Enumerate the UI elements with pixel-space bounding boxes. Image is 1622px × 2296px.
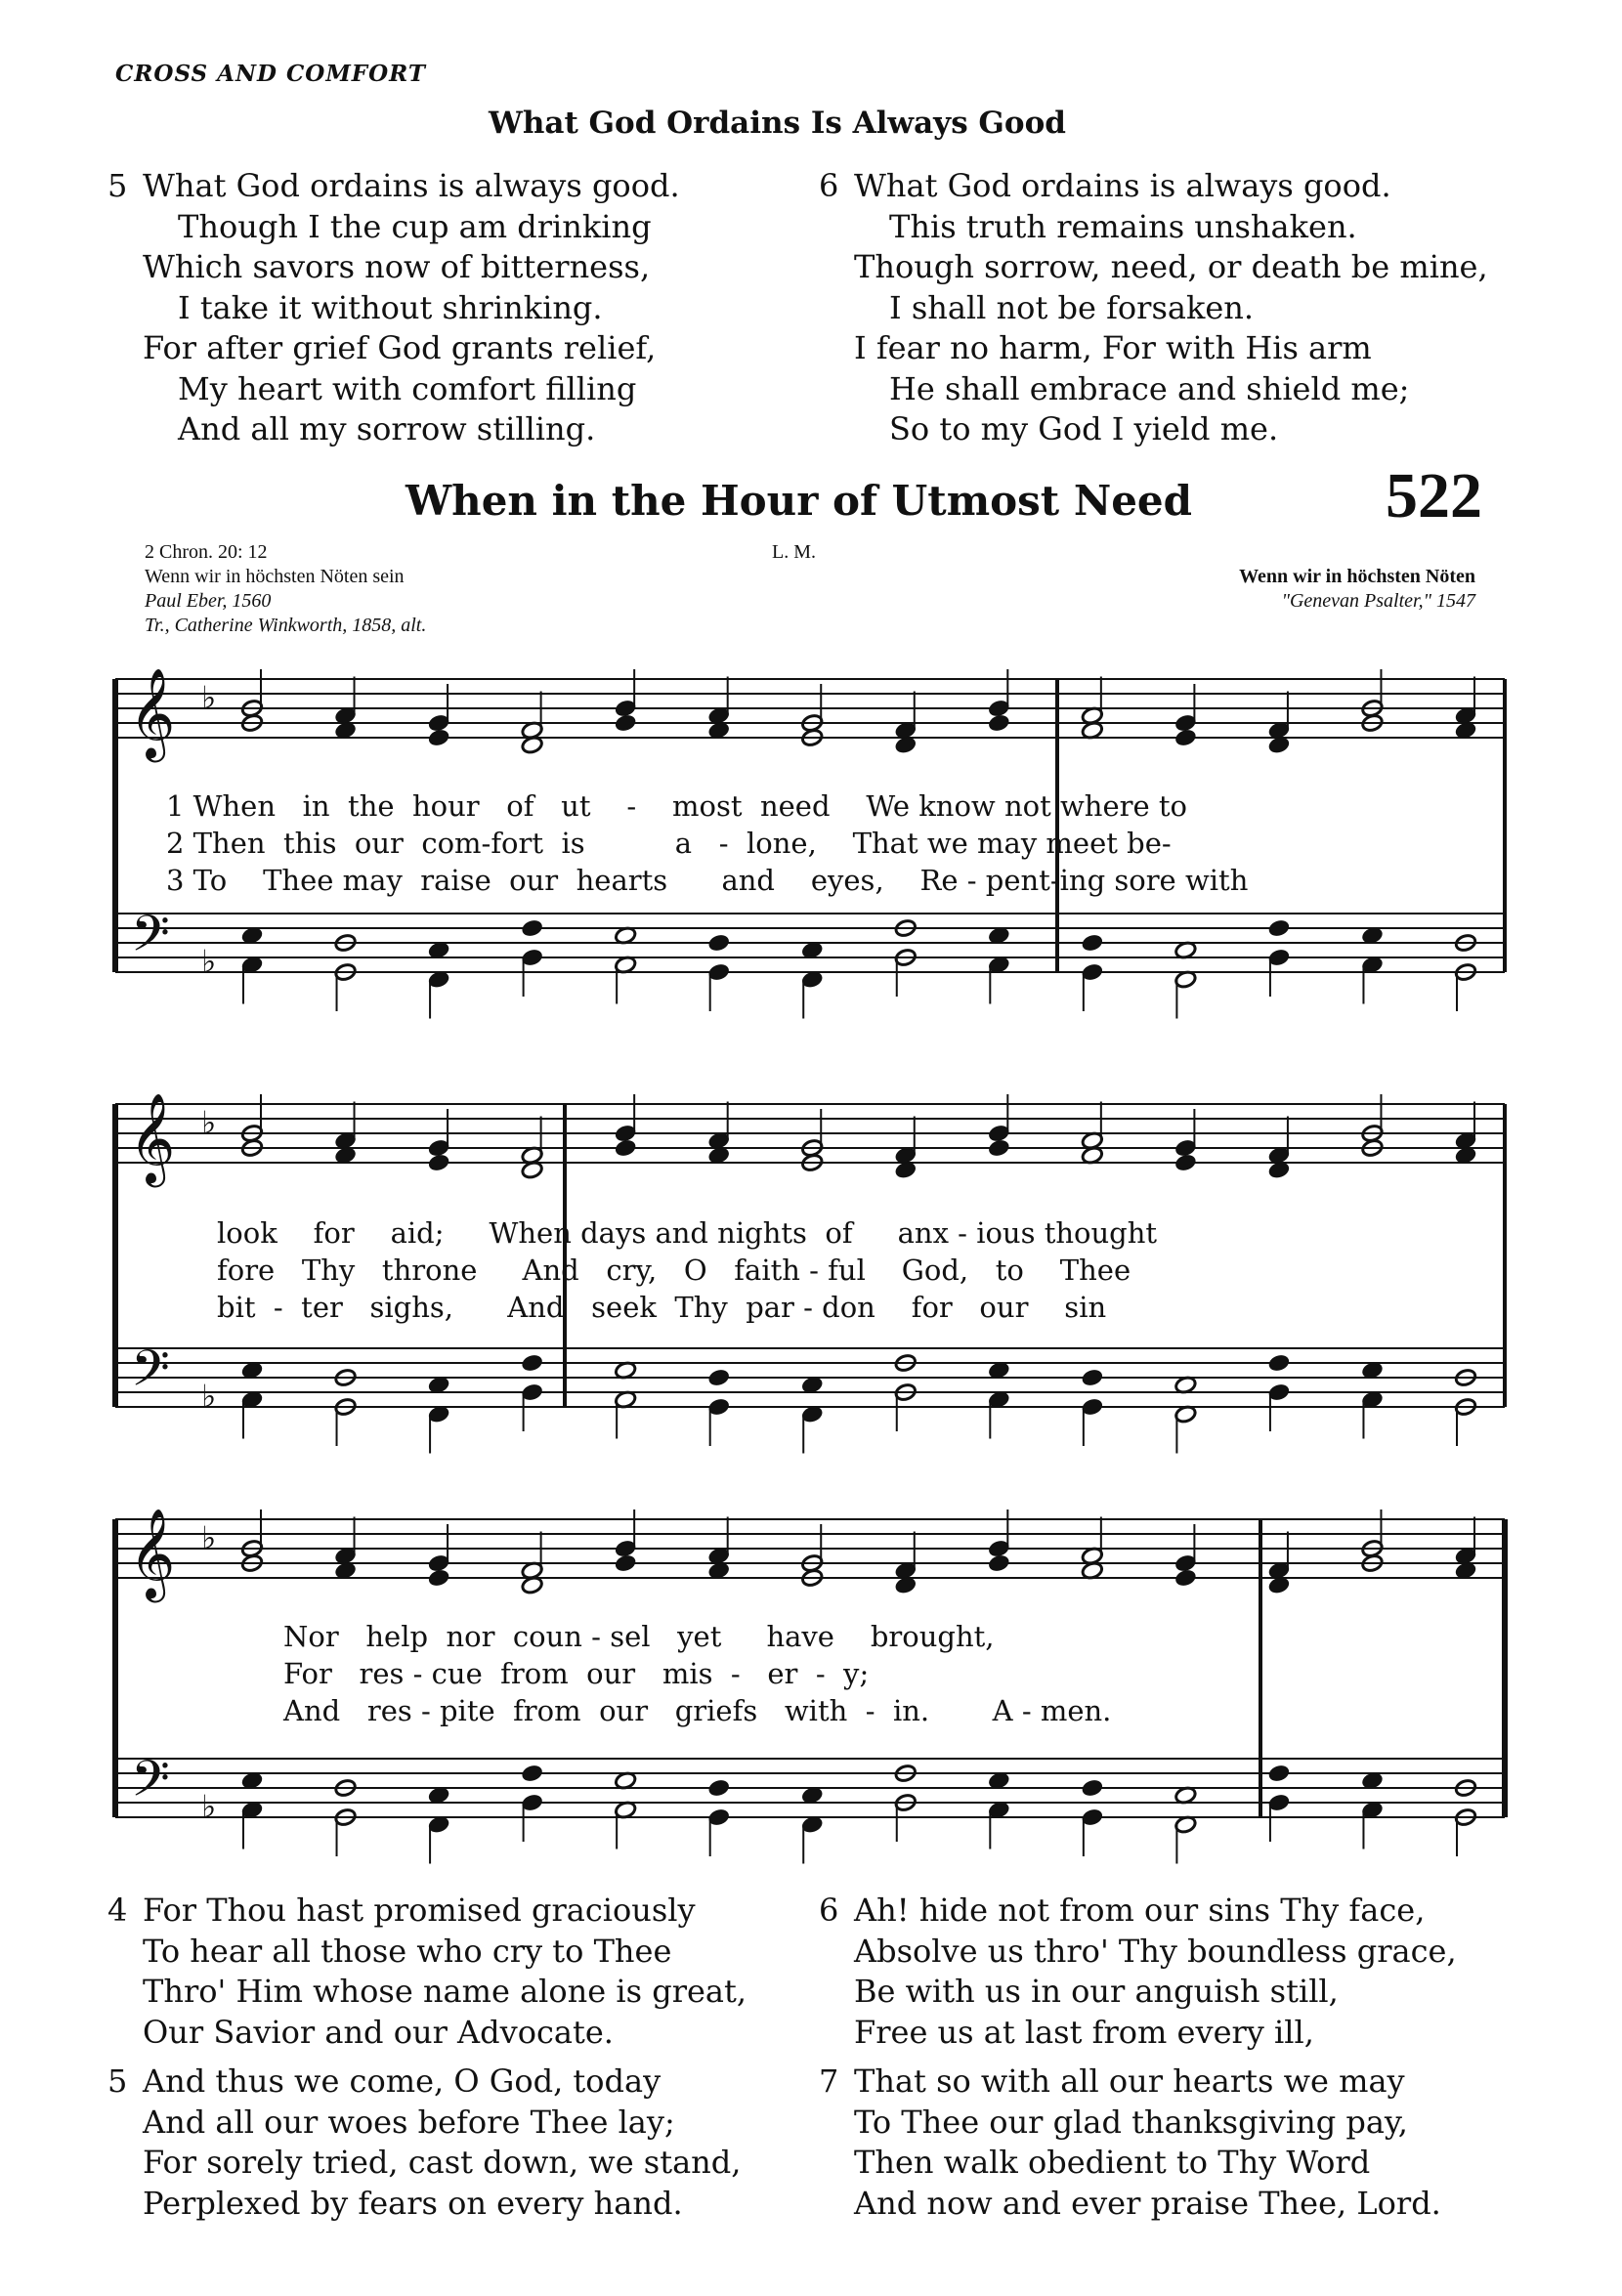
bass-note bbox=[1267, 1764, 1291, 1783]
lyric-line-3-3: And res - pite from our griefs with - in. A - men. bbox=[283, 1694, 1112, 1727]
lyric-line-2-3: bit - ter sighs, And seek Thy par - don for our sin bbox=[217, 1291, 1107, 1324]
stanza-number: 5 bbox=[107, 167, 128, 204]
bass-note bbox=[521, 918, 544, 938]
treble-note bbox=[988, 713, 1011, 733]
stanza-line: This truth remains unshaken. bbox=[889, 207, 1357, 245]
key-signature-flat: ♭ bbox=[201, 1378, 217, 1415]
lyric-line-2-2: fore Thy throne And cry, O faith - ful God, to Thee bbox=[217, 1254, 1131, 1287]
treble-note bbox=[1174, 1153, 1198, 1172]
scripture-reference: 2 Chron. 20: 12 bbox=[145, 541, 268, 563]
treble-note bbox=[427, 728, 450, 747]
stanza-4 bbox=[107, 1891, 747, 2053]
previous-hymn-title: What God Ordains Is Always Good bbox=[489, 106, 1066, 141]
stanza-number: 4 bbox=[107, 1892, 128, 1929]
lyric-line-2-1: look for aid; When days and nights of anx - ious thought bbox=[217, 1216, 1158, 1250]
stanza-line: For Thou hast promised graciously bbox=[143, 1892, 696, 1929]
stanza-line: And thus we come, O God, today bbox=[143, 2062, 662, 2100]
lyric-line-3-1: Nor help nor coun - sel yet have brought, bbox=[283, 1620, 995, 1653]
author: Paul Eber, 1560 bbox=[145, 590, 272, 612]
lyric-line-3-2: For res - cue from our mis - er - y; bbox=[283, 1657, 870, 1690]
stanza-line: I take it without shrinking. bbox=[178, 288, 603, 326]
bass-clef: 𝄢 bbox=[131, 1749, 170, 1820]
stanza-line: Our Savior and our Advocate. bbox=[143, 2013, 614, 2051]
bass-note bbox=[707, 933, 731, 953]
bass-note bbox=[521, 1353, 544, 1373]
stanza-line: So to my God I yield me. bbox=[889, 410, 1279, 447]
key-signature-flat: ♭ bbox=[201, 679, 217, 716]
stanza-line: Then walk obedient to Thy Word bbox=[854, 2144, 1371, 2181]
stanza-line: What God ordains is always good. bbox=[854, 167, 1391, 204]
stanza-line: For sorely tried, cast down, we stand, bbox=[143, 2144, 742, 2181]
key-signature-flat: ♭ bbox=[201, 1788, 217, 1825]
bass-clef: 𝄢 bbox=[131, 1339, 170, 1410]
treble-clef: 𝄞 bbox=[129, 1092, 176, 1183]
stanza-number: 6 bbox=[819, 167, 839, 204]
bass-note bbox=[707, 1778, 731, 1798]
bass-note bbox=[707, 1368, 731, 1387]
key-signature-flat: ♭ bbox=[201, 1104, 217, 1141]
treble-note bbox=[427, 1153, 450, 1172]
section-label: CROSS AND COMFORT bbox=[115, 61, 426, 87]
lyric-line-1-1: 1 When in the hour of ut - most need We know not where to bbox=[166, 789, 1187, 823]
stanza-line: He shall embrace and shield me; bbox=[889, 369, 1410, 407]
stanza-line: Absolve us thro' Thy boundless grace, bbox=[854, 1932, 1457, 1970]
key-signature-flat: ♭ bbox=[201, 943, 217, 980]
stanza-5 bbox=[107, 2062, 741, 2224]
german-title: Wenn wir in höchsten Nöten sein bbox=[145, 566, 405, 587]
stanza-line: And all our woes before Thee lay; bbox=[143, 2103, 675, 2141]
bass-note bbox=[1267, 918, 1291, 938]
stanza-line: I fear no harm, For with His arm bbox=[854, 329, 1372, 366]
stanza-line: Ah! hide not from our sins Thy face, bbox=[854, 1892, 1426, 1929]
stanza-line: Free us at last from every ill, bbox=[854, 2013, 1314, 2051]
bass-note bbox=[1081, 933, 1104, 953]
stanza-line: Though sorrow, need, or death be mine, bbox=[854, 248, 1488, 285]
stanza-line: What God ordains is always good. bbox=[143, 167, 680, 204]
hymn-number: 522 bbox=[1386, 460, 1482, 531]
treble-note bbox=[1174, 728, 1198, 747]
stanza-line: Though I the cup am drinking bbox=[178, 207, 652, 245]
tune-name: Wenn wir in höchsten Nöten bbox=[1239, 566, 1475, 587]
meter: L. M. bbox=[772, 541, 816, 563]
lyric-line-1-3: 3 To Thee may raise our hearts and eyes, Re - pent-ing sore with bbox=[166, 864, 1249, 897]
stanza-number: 7 bbox=[819, 2062, 839, 2100]
treble-note bbox=[1174, 1568, 1198, 1588]
stanza-line: To Thee our glad thanksgiving pay, bbox=[854, 2103, 1408, 2141]
bass-note bbox=[521, 1764, 544, 1783]
hymn-title: When in the Hour of Utmost Need bbox=[406, 477, 1193, 525]
bass-note bbox=[1081, 1368, 1104, 1387]
stanza-number: 5 bbox=[107, 2062, 128, 2100]
stanza-line: Be with us in our anguish still, bbox=[854, 1973, 1339, 2010]
bass-clef: 𝄢 bbox=[131, 904, 170, 975]
stanza-line: And now and ever praise Thee, Lord. bbox=[854, 2184, 1441, 2222]
lyric-line-1-2: 2 Then this our com-fort is a - lone, That we may meet be- bbox=[166, 827, 1172, 860]
stanza-line: Thro' Him whose name alone is great, bbox=[143, 1973, 747, 2010]
stanza-7 bbox=[819, 2062, 1441, 2224]
translator: Tr., Catherine Winkworth, 1858, alt. bbox=[145, 615, 427, 636]
treble-note bbox=[614, 1138, 637, 1158]
treble-note bbox=[427, 1568, 450, 1588]
treble-note bbox=[614, 1553, 637, 1573]
stanza-line: My heart with comfort filling bbox=[178, 369, 637, 407]
treble-clef: 𝄞 bbox=[129, 667, 176, 758]
treble-note bbox=[988, 1553, 1011, 1573]
treble-clef: 𝄞 bbox=[129, 1508, 176, 1598]
tune-source: "Genevan Psalter," 1547 bbox=[1281, 590, 1475, 612]
key-signature-flat: ♭ bbox=[201, 1519, 217, 1556]
bass-note bbox=[1081, 1778, 1104, 1798]
stanza-line: That so with all our hearts we may bbox=[854, 2062, 1405, 2100]
stanza-6 bbox=[819, 1891, 1457, 2053]
stanza-line: Perplexed by fears on every hand. bbox=[143, 2184, 683, 2222]
stanza-line: To hear all those who cry to Thee bbox=[143, 1932, 672, 1970]
stanza-line: For after grief God grants relief, bbox=[143, 329, 657, 366]
bass-note bbox=[1267, 1353, 1291, 1373]
stanza-line: I shall not be forsaken. bbox=[889, 288, 1255, 326]
stanza-line: And all my sorrow stilling. bbox=[178, 410, 596, 447]
treble-note bbox=[988, 1138, 1011, 1158]
stanza-number: 6 bbox=[819, 1892, 839, 1929]
treble-note bbox=[614, 713, 637, 733]
stanza-line: Which savors now of bitterness, bbox=[143, 248, 651, 285]
